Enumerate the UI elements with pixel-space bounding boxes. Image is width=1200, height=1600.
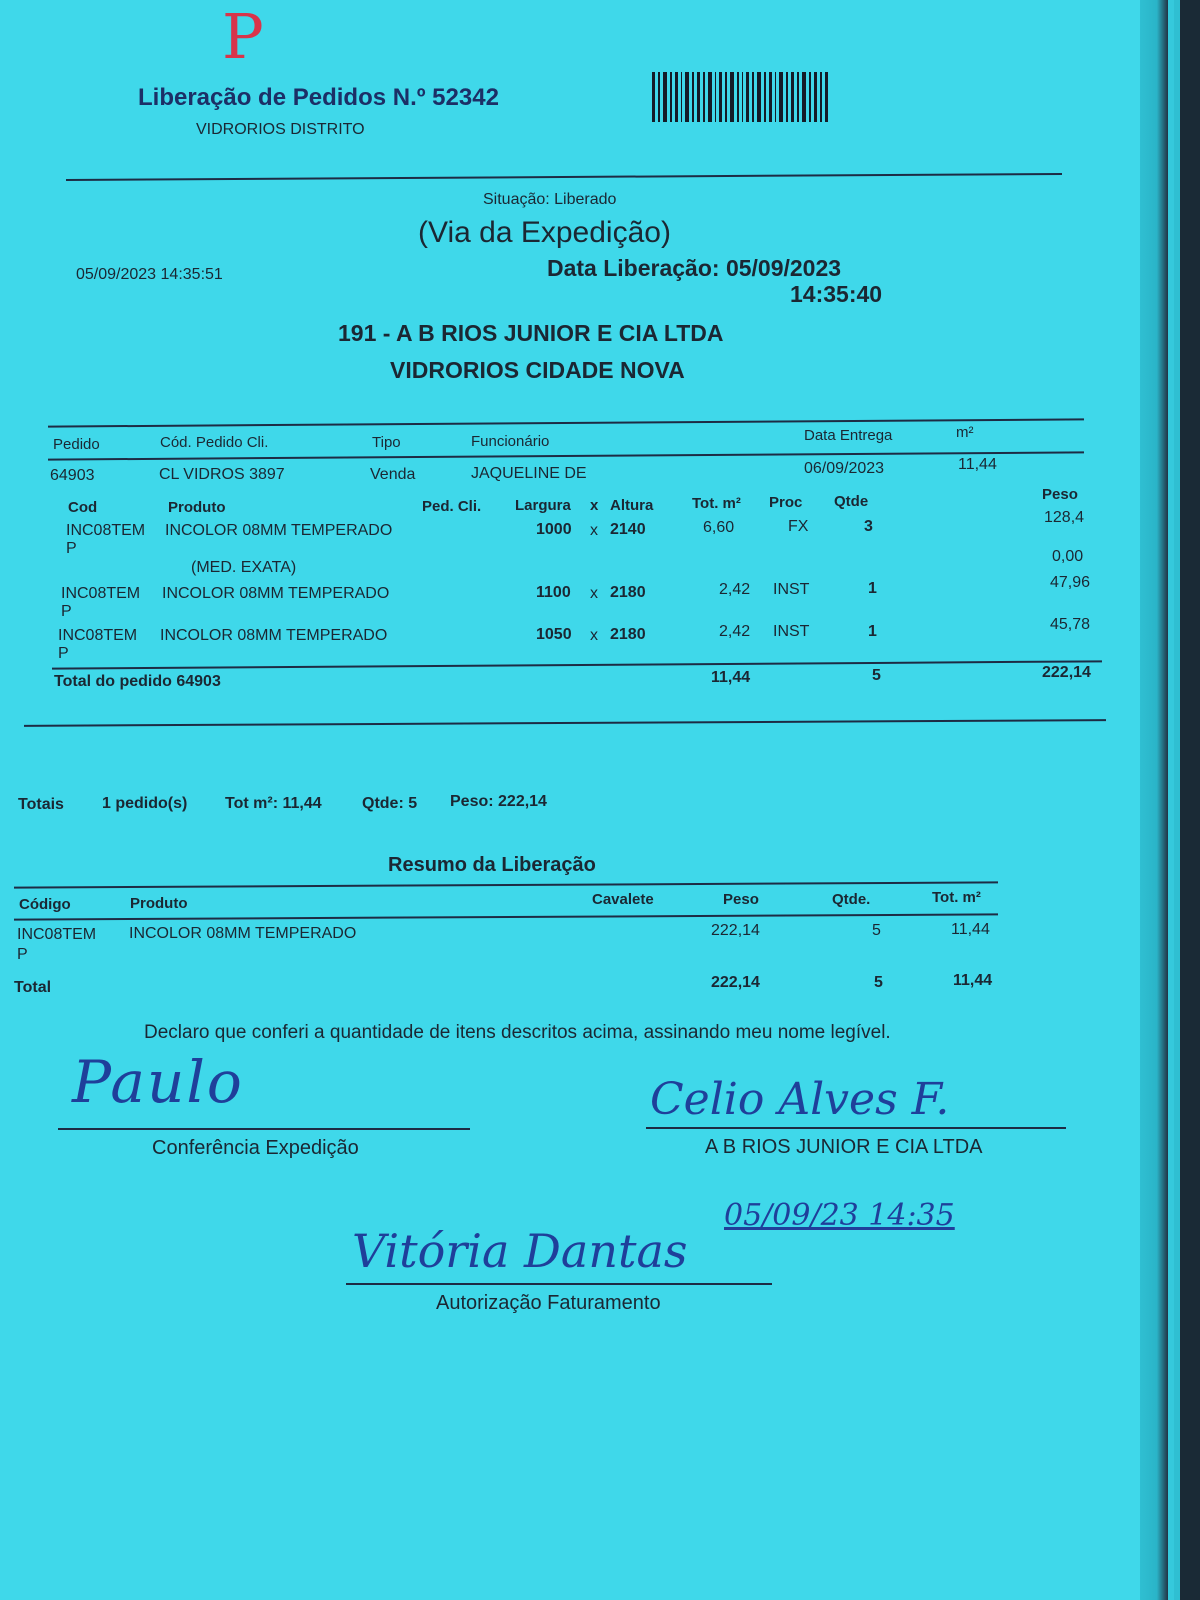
label-cod-pedido-cli: Cód. Pedido Cli. [160,434,269,451]
summary-total-tot-m2: 11,44 [953,972,993,989]
item-cod: INC08TEM [66,522,146,539]
signature-label-right: A B RIOS JUNIOR E CIA LTDA [705,1136,983,1158]
totals-label: Totais [18,796,64,813]
item-altura: 2180 [610,584,646,601]
item-largura: 1000 [536,521,572,538]
items-col-proc: Proc [769,494,803,511]
copy-type: (Via da Expedição) [418,216,671,249]
client-name: 191 - A B RIOS JUNIOR E CIA LTDA [338,320,724,346]
item-cod: INC08TEM [58,627,138,644]
summary-row-codigo: INC08TEM [17,926,97,943]
signature-label-bottom: Autorização Faturamento [436,1292,661,1314]
order-header-line [48,451,1084,460]
totals-qtde: Qtde: 5 [362,795,418,812]
signature-line-right [646,1127,1066,1129]
summary-row-codigo-suffix: P [17,946,28,963]
signature-line-left [58,1128,470,1130]
items-col-cod: Cod [68,499,98,516]
item-cod: INC08TEM [61,585,141,602]
items-col-x: x [590,497,599,514]
label-tipo: Tipo [372,434,401,451]
signature-client: Celio Alves F. [650,1074,950,1125]
summary-top-line [14,881,998,888]
item-x: x [590,627,598,644]
label-pedido: Pedido [53,436,100,453]
summary-title: Resumo da Liberação [388,854,596,876]
order-total-qtde: 5 [872,667,881,684]
label-data-entrega: Data Entrega [804,427,893,444]
item-tot-m2: 6,60 [703,519,735,536]
order-total-label: Total do pedido 64903 [54,673,221,690]
item-x: x [590,585,598,602]
label-m2: m² [956,424,974,441]
totals-pedidos: 1 pedido(s) [102,795,188,812]
item-cod-suffix: P [61,603,72,620]
value-data-entrega: 06/09/2023 [804,460,885,477]
value-pedido: 64903 [50,467,95,484]
summary-col-cavalete: Cavalete [592,891,654,908]
items-col-ped-cli: Ped. Cli. [422,498,482,515]
value-funcionario: JAQUELINE DE [471,465,587,482]
items-col-produto: Produto [168,499,226,516]
summary-row-qtde: 5 [872,922,881,939]
item-qtde: 3 [864,518,873,535]
red-letter-mark: P [222,0,264,73]
item-qtde: 1 [868,623,877,640]
paper-stack-edge [1140,0,1168,1600]
handwritten-datetime: 05/09/23 14:35 [724,1198,955,1233]
item-proc: INST [773,623,810,640]
item-qtde: 1 [868,580,877,597]
item-tot-m2: 2,42 [719,581,751,598]
item-produto: INCOLOR 08MM TEMPERADO [165,522,393,539]
client-store: VIDRORIOS CIDADE NOVA [390,357,685,383]
item-peso: 45,78 [1050,616,1091,633]
section-divider [24,719,1106,727]
item-proc: INST [773,581,810,598]
summary-col-peso: Peso [723,891,759,908]
release-date: Data Liberação: 05/09/2023 [547,255,842,281]
declaration-text: Declaro que conferi a quantidade de itens descritos acima, assinando meu nome legível. [144,1022,891,1043]
item-largura: 1100 [536,584,571,601]
totals-peso: Peso: 222,14 [450,793,547,810]
item-largura: 1050 [536,626,572,643]
document-title: Liberação de Pedidos N.º 52342 [138,84,499,111]
summary-header-line [14,913,998,920]
summary-col-produto: Produto [130,895,188,912]
label-funcionario: Funcionário [471,433,550,450]
item-altura: 2140 [610,521,646,538]
item-produto: INCOLOR 08MM TEMPERADO [160,627,388,644]
item-note: (MED. EXATA) [191,559,297,576]
signature-expedicao: Paulo [72,1048,244,1116]
signature-faturamento: Vitória Dantas [352,1224,688,1278]
release-time: 14:35:40 [790,281,883,307]
item-note-peso: 0,00 [1052,548,1084,565]
value-m2: 11,44 [958,456,997,473]
summary-col-qtde: Qtde. [832,891,871,908]
order-total-peso: 222,14 [1042,664,1091,681]
item-x: x [590,522,598,539]
summary-row-tot-m2: 11,44 [951,921,990,938]
item-tot-m2: 2,42 [719,623,751,640]
totals-m2: Tot m²: 11,44 [225,795,322,812]
summary-row-peso: 222,14 [711,922,760,939]
item-peso: 128,4 [1044,509,1085,526]
summary-total-qtde: 5 [874,974,883,991]
items-col-altura: Altura [610,497,654,514]
items-col-peso: Peso [1042,486,1078,503]
item-cod-suffix: P [58,645,69,662]
order-total-line [52,660,1102,669]
barcode [652,72,828,122]
summary-col-tot-m2: Tot. m² [932,889,981,906]
item-cod-suffix: P [66,540,77,557]
summary-col-codigo: Código [19,896,71,913]
item-produto: INCOLOR 08MM TEMPERADO [162,585,390,602]
issuer-company: VIDRORIOS DISTRITO [196,121,365,138]
signature-label-left: Conferência Expedição [152,1137,359,1159]
order-top-line [48,418,1084,427]
items-col-qtde: Qtde [834,493,869,510]
summary-row-produto: INCOLOR 08MM TEMPERADO [129,925,357,942]
items-col-largura: Largura [515,497,571,514]
value-cod-pedido-cli: CL VIDROS 3897 [159,466,285,483]
item-altura: 2180 [610,626,646,643]
item-proc: FX [788,518,809,535]
summary-total-peso: 222,14 [711,974,760,991]
status-text: Situação: Liberado [483,191,617,208]
summary-total-label: Total [14,979,52,996]
items-col-tot-m2: Tot. m² [692,495,741,512]
item-peso: 47,96 [1050,574,1091,591]
signature-line-bottom [346,1283,772,1285]
print-timestamp: 05/09/2023 14:35:51 [76,266,223,283]
header-divider [66,173,1062,181]
order-total-m2: 11,44 [711,669,751,686]
value-tipo: Venda [370,466,416,483]
